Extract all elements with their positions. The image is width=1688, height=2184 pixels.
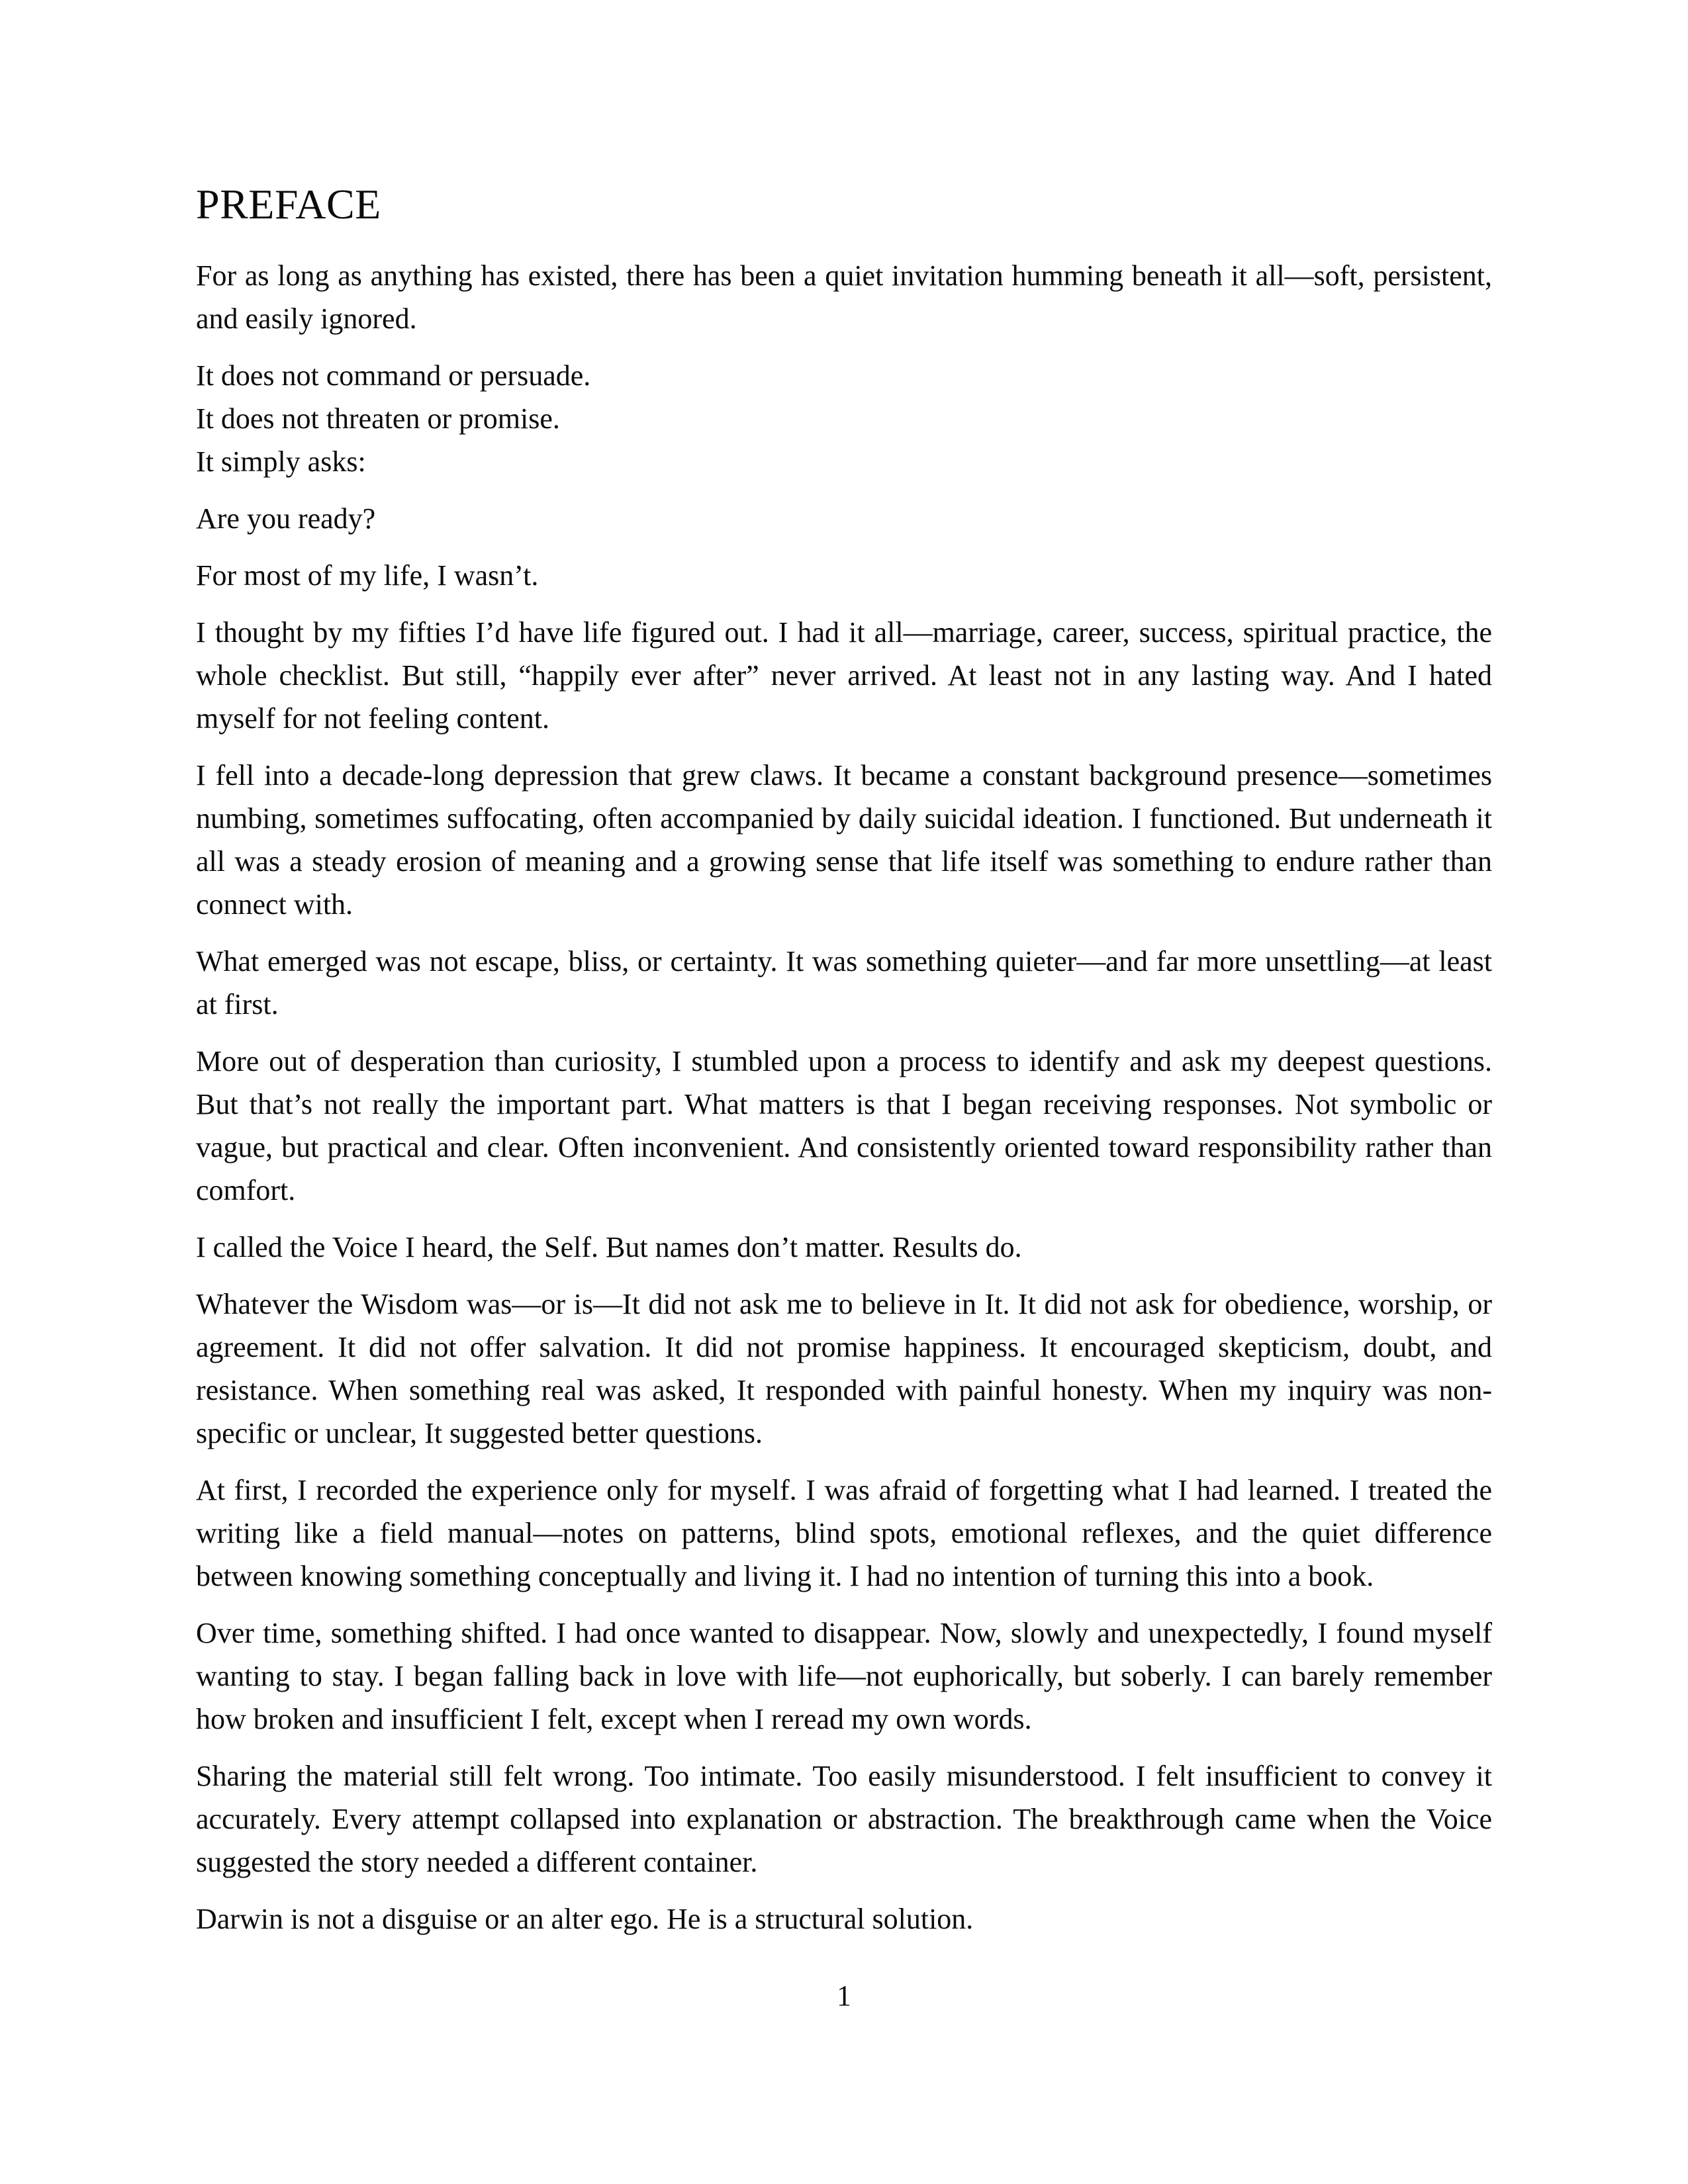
paragraph: I thought by my fifties I’d have life figured out. I had it all—marriage, career, success, spiritual practice, the whole checklist. But still, “happily ever after” never arrived. At least not in any lasting way. And I hated myself for not feeling content. — [196, 616, 1492, 735]
paragraph: Sharing the material still felt wrong. Too intimate. Too easily misunderstood. I felt insufficient to convey it accurately. Every attempt collapsed into explanation or abstraction. The breakthrough came when the Voice suggested the story needed a different container. — [196, 1760, 1492, 1878]
paragraph: What emerged was not escape, bliss, or certainty. It was something quieter—and far more unsettling—at least at first. — [196, 945, 1492, 1021]
page-title: PREFACE — [196, 181, 381, 228]
paragraph: I called the Voice I heard, the Self. But names don’t matter. Results do. — [196, 1231, 1022, 1263]
paragraph: More out of desperation than curiosity, I stumbled upon a process to identify and ask my deepest questions. But that’s not really the important part. What matters is that I began receiving responses. Not symbolic or vague, but practical and clear. Often inconvenient. And consistently oriented toward responsibility rather than comfort. — [196, 1045, 1492, 1206]
paragraph: Over time, something shifted. I had once wanted to disappear. Now, slowly and unexpectedly, I found myself wanting to stay. I began falling back in love with life—not euphorically, but soberly. I can barely remember how broken and insufficient I felt, except when I reread my own words. — [196, 1617, 1492, 1735]
paragraph: Darwin is not a disguise or an alter ego. He is a structural solution. — [196, 1903, 974, 1935]
paragraph: Whatever the Wisdom was—or is—It did not ask me to believe in It. It did not ask for obedience, worship, or agreement. It did not offer salvation. It did not promise happiness. It encouraged skepticism, doubt, and resistance. When something real was asked, It responded with painful honesty. When my inquiry was non-specific or unclear, It suggested better questions. — [196, 1288, 1492, 1449]
paragraph: At first, I recorded the experience only for myself. I was afraid of forgetting what I had learned. I treated the writing like a field manual—notes on patterns, blind spots, emotional reflexes, and the quiet difference between knowing something conceptually and living it. I had no intention of turning this into a book. — [196, 1474, 1492, 1592]
body-text — [196, 254, 1492, 1940]
page-number: 1 — [837, 1979, 851, 2012]
paragraph: I fell into a decade-long depression that grew claws. It became a constant background presence—sometimes numbing, sometimes suffocating, often accompanied by daily suicidal ideation. I functioned. But underneath it all was a steady erosion of meaning and a growing sense that life itself was something to endure rather than connect with. — [196, 759, 1492, 921]
paragraph: It does not command or persuade. It does not threaten or promise. It simply asks: — [196, 359, 591, 478]
paragraph: Are you ready? — [196, 502, 376, 535]
paragraph: For as long as anything has existed, there has been a quiet invitation humming beneath it all—soft, persistent, and easily ignored. — [196, 259, 1492, 335]
paragraph: For most of my life, I wasn’t. — [196, 559, 539, 592]
